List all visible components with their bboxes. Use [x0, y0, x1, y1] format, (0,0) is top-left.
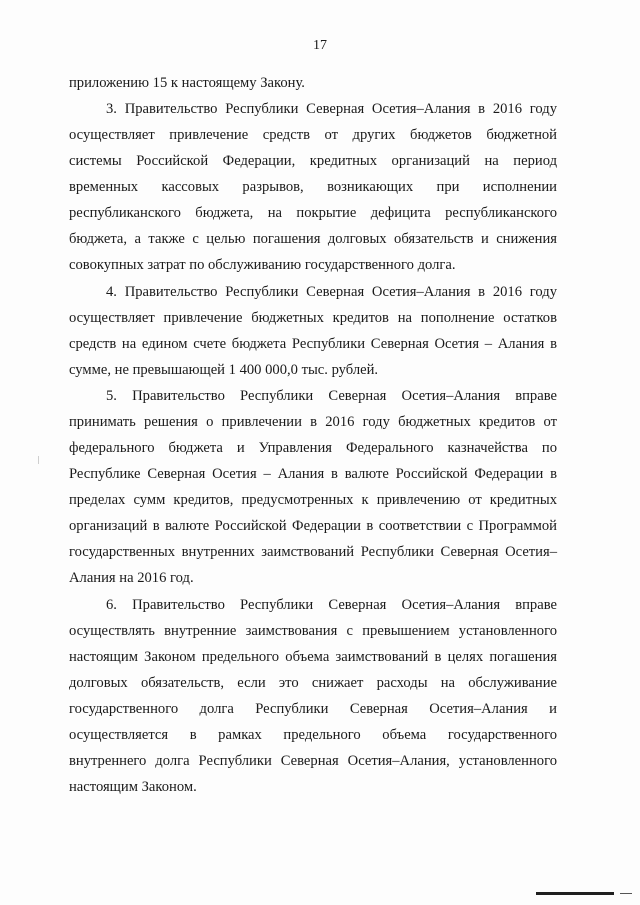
- footer-rule: [536, 892, 614, 895]
- paragraph-3-line: временных кассовых разрывов, возникающих при исполнении: [69, 179, 557, 195]
- paragraph-5-line: принимать решения о привлечении в 2016 году бюджетных кредитов от: [69, 414, 557, 430]
- paragraph-4-line: сумме, не превышающей 1 400 000,0 тыс. рублей.: [69, 362, 379, 378]
- paragraph-6-line: долговых обязательств, если это снижает расходы на обслуживание: [69, 675, 557, 691]
- paragraph-5-line: государственных внутренних заимствований Республики Северная Осетия–: [69, 544, 557, 560]
- margin-mark: [38, 456, 39, 464]
- paragraph-5-line: пределах сумм кредитов, предусмотренных к привлечению от кредитных: [69, 492, 557, 508]
- paragraph-3-line: бюджета, а также с целью погашения долговых обязательств и снижения: [69, 231, 557, 247]
- paragraph-6-line: осуществлять внутренние заимствования с превышением установленного: [69, 623, 557, 639]
- paragraph-5-line: 5. Правительство Республики Северная Осетия–Алания вправе: [106, 388, 557, 404]
- paragraph-4-line: осуществляет привлечение бюджетных кредитов на пополнение остатков: [69, 310, 557, 326]
- paragraph-3-line: осуществляет привлечение средств от других бюджетов бюджетной: [69, 127, 557, 143]
- paragraph-4-line: 4. Правительство Республики Северная Осетия–Алания в 2016 году: [106, 284, 557, 300]
- footer-dash: [620, 893, 632, 894]
- paragraph-3-line: системы Российской Федерации, кредитных организаций на период: [69, 153, 557, 169]
- paragraph-6-line: настоящим Законом.: [69, 779, 197, 795]
- paragraph-3-line: совокупных затрат по обслуживанию государственного долга.: [69, 257, 456, 273]
- paragraph-6-line: 6. Правительство Республики Северная Осетия–Алания вправе: [106, 597, 557, 613]
- paragraph-5-line: организаций в валюте Российской Федерации в соответствии с Программой: [69, 518, 557, 534]
- page-number: 17: [313, 38, 327, 53]
- text-line: приложению 15 к настоящему Закону.: [69, 75, 305, 91]
- paragraph-6-line: государственного долга Республики Северная Осетия–Алания и: [69, 701, 557, 717]
- paragraph-6-line: осуществляется в рамках предельного объема государственного: [69, 727, 557, 743]
- paragraph-5-line: федерального бюджета и Управления Федерального казначейства по: [69, 440, 557, 456]
- paragraph-3-line: республиканского бюджета, на покрытие дефицита республиканского: [69, 205, 557, 221]
- paragraph-6-line: настоящим Законом предельного объема заимствований в целях погашения: [69, 649, 557, 665]
- paragraph-5-line: Республике Северная Осетия – Алания в валюте Российской Федерации в: [69, 466, 557, 482]
- paragraph-5-line: Алания на 2016 год.: [69, 570, 194, 586]
- paragraph-3-line: 3. Правительство Республики Северная Осетия–Алания в 2016 году: [106, 101, 557, 117]
- paragraph-6-line: внутреннего долга Республики Северная Осетия–Алания, установленного: [69, 753, 557, 769]
- paragraph-4-line: средств на едином счете бюджета Республики Северная Осетия – Алания в: [69, 336, 557, 352]
